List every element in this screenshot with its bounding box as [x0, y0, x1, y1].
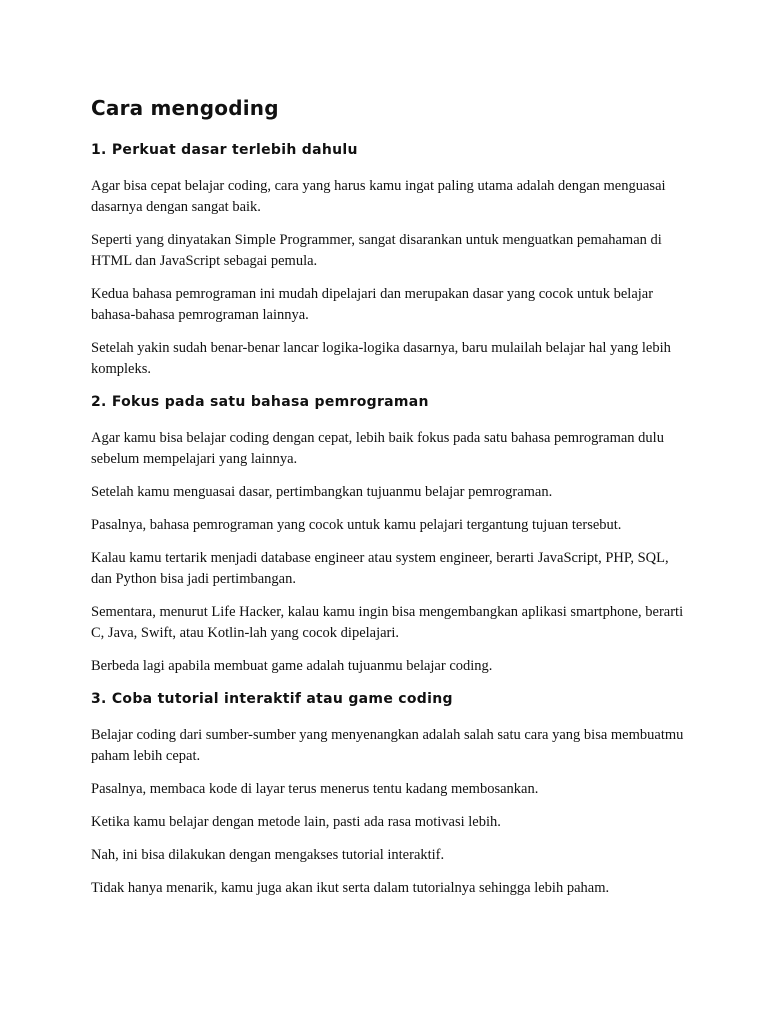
paragraph: Agar bisa cepat belajar coding, cara yang harus kamu ingat paling utama adalah dengan menguasai dasarnya dengan sangat baik.	[91, 178, 666, 215]
section-heading: 2. Fokus pada satu bahasa pemrograman	[91, 394, 429, 410]
document-page	[91, 94, 691, 911]
paragraph: Pasalnya, membaca kode di layar terus menerus tentu kadang membosankan.	[91, 781, 539, 797]
section-heading: 3. Coba tutorial interaktif atau game coding	[91, 691, 453, 707]
section-2	[91, 392, 691, 677]
paragraph: Setelah kamu menguasai dasar, pertimbangkan tujuanmu belajar pemrograman.	[91, 484, 553, 500]
paragraph: Ketika kamu belajar dengan metode lain, pasti ada rasa motivasi lebih.	[91, 814, 501, 830]
paragraph: Belajar coding dari sumber-sumber yang menyenangkan adalah salah satu cara yang bisa membuatmu paham lebih cepat.	[91, 727, 684, 764]
paragraph: Kedua bahasa pemrograman ini mudah dipelajari dan merupakan dasar yang cocok untuk belajar bahasa-bahasa pemrograman lainnya.	[91, 286, 654, 323]
paragraph: Berbeda lagi apabila membuat game adalah tujuanmu belajar coding.	[91, 658, 493, 674]
section-heading: 1. Perkuat dasar terlebih dahulu	[91, 142, 358, 158]
section-3	[91, 689, 691, 899]
paragraph: Pasalnya, bahasa pemrograman yang cocok untuk kamu pelajari tergantung tujuan tersebut.	[91, 517, 622, 533]
page-title: Cara mengoding	[91, 96, 279, 120]
paragraph: Agar kamu bisa belajar coding dengan cepat, lebih baik fokus pada satu bahasa pemrograman dulu sebelum mempelajari yang lainnya.	[91, 430, 664, 467]
paragraph: Tidak hanya menarik, kamu juga akan ikut serta dalam tutorialnya sehingga lebih paham.	[91, 880, 610, 896]
paragraph: Setelah yakin sudah benar-benar lancar logika-logika dasarnya, baru mulailah belajar hal yang lebih kompleks.	[91, 340, 671, 377]
paragraph: Nah, ini bisa dilakukan dengan mengakses tutorial interaktif.	[91, 847, 445, 863]
paragraph: Seperti yang dinyatakan Simple Programmer, sangat disarankan untuk menguatkan pemahaman di HTML dan JavaScript sebagai pemula.	[91, 232, 662, 269]
paragraph: Sementara, menurut Life Hacker, kalau kamu ingin bisa mengembangkan aplikasi smartphone, berarti C, Java, Swift, atau Kotlin-lah yang cocok dipelajari.	[91, 604, 684, 641]
section-1	[91, 140, 691, 380]
paragraph: Kalau kamu tertarik menjadi database engineer atau system engineer, berarti JavaScript, PHP, SQL, dan Python bisa jadi pertimbangan.	[91, 550, 669, 587]
